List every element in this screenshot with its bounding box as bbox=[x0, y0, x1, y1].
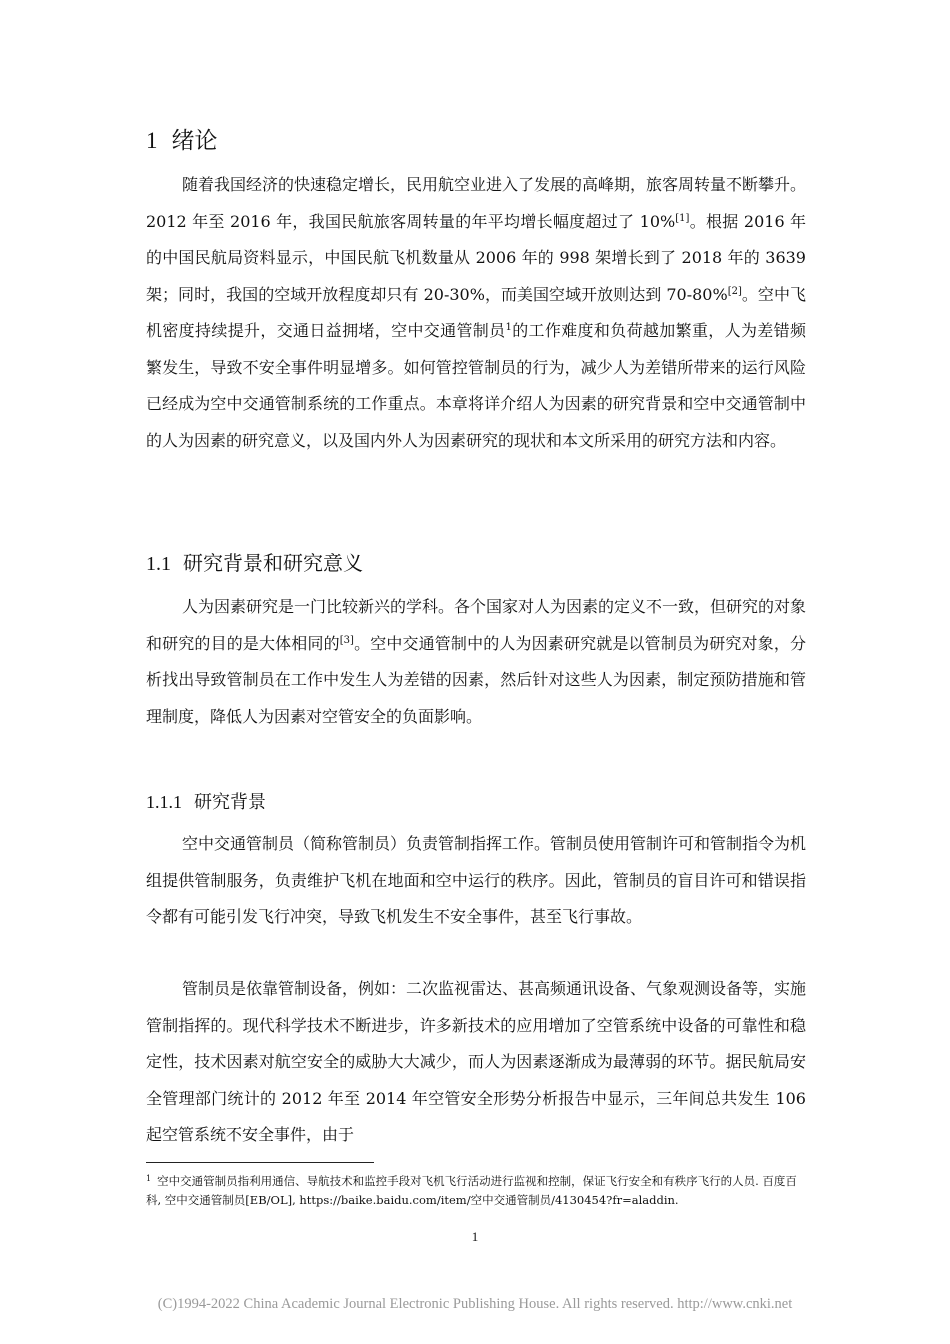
section-1-1-text-2: 。空中交通管制中的人为因素研究就是以管制员为研究对象，分析找出导致管制员在工作中发生人为差错的因素，然后针对这些人为因素，制定预防措施和管理制度，降低人为因素对空管安全的负面影响。 bbox=[146, 633, 806, 726]
section-1-1-text-1: 人为因素研究是一门比较新兴的学科。各个国家对人为因素的定义不一致，但研究的对象和研究的目的是大体相同的 bbox=[146, 597, 807, 653]
intro-text-2: 。根据 2016 年的中国民航局资料显示，中国民航飞机数量从 2006 年的 998 架增长到了 2018 年的 3639 架；同时，我国的空域开放程度却只有 20-30%，而美国空域开放则达到 70-80% bbox=[146, 211, 806, 304]
subsection-title: 研究背景 bbox=[194, 792, 266, 813]
section-number: 1.1 bbox=[146, 553, 171, 575]
footnote-marker: 1 bbox=[505, 322, 512, 333]
chapter-title: 绪论 bbox=[171, 128, 218, 154]
subsection-number: 1.1.1 bbox=[146, 792, 182, 812]
section-1-1-paragraph bbox=[146, 589, 806, 735]
section-heading-1-1 bbox=[146, 546, 363, 581]
chapter-number: 1 bbox=[146, 128, 158, 153]
footnote-number: 1 bbox=[146, 1174, 152, 1183]
intro-text-3: 。空中飞机密度持续提升，交通日益拥堵，空中交通管制员 bbox=[146, 284, 806, 340]
citation-2: [2] bbox=[727, 285, 742, 297]
chapter-heading bbox=[146, 124, 218, 158]
section-heading-1-1-1 bbox=[146, 786, 266, 819]
intro-paragraph bbox=[146, 167, 806, 459]
footnote-text: 空中交通管制员指利用通信、导航技术和监控手段对飞机飞行活动进行监视和控制，保证飞行安全和有秩序飞行的人员. 百度百科, 空中交通管制员[EB/OL], https://baike.baidu.com/item/空中交通管制员/4130454?fr=aladdin. bbox=[146, 1174, 797, 1207]
page-number: 1 bbox=[471, 1229, 479, 1244]
citation-3: [3] bbox=[339, 634, 354, 646]
footnote-divider bbox=[146, 1162, 374, 1163]
citation-1: [1] bbox=[675, 212, 690, 224]
intro-text-4: 的工作难度和负荷越加繁重，人为差错频繁发生，导致不安全事件明显增多。如何管控管制员的行为，减少人为差错所带来的运行风险已经成为空中交通管制系统的工作重点。本章将详介绍人为因素的研究背景和空中交通管制中的人为因素的研究意义，以及国内外人为因素研究的现状和本文所采用的研究方法和内容。 bbox=[146, 321, 806, 450]
section-title: 研究背景和研究意义 bbox=[183, 551, 363, 575]
footnote bbox=[146, 1172, 806, 1210]
background-paragraph-2: 管制员是依靠管制设备，例如：二次监视雷达、甚高频通讯设备、气象观测设备等，实施管制指挥的。现代科学技术不断进步，许多新技术的应用增加了空管系统中设备的可靠性和稳定性，技术因素对航空安全的威胁大大减少，而人为因素逐渐成为最薄弱的环节。据民航局安全管理部门统计的 2012 年至 2014 年空管安全形势分析报告中显示，三年间总共发生 106 起空管系统不安全事件，由于 bbox=[146, 979, 807, 1144]
background-paragraph-1: 空中交通管制员（简称管制员）负责管制指挥工作。管制员使用管制许可和管制指令为机组提供管制服务，负责维护飞机在地面和空中运行的秩序。因此，管制员的盲目许可和错误指令都有可能引发飞行冲突，导致飞机发生不安全事件，甚至飞行事故。 bbox=[146, 834, 807, 926]
intro-text-1: 随着我国经济的快速稳定增长，民用航空业进入了发展的高峰期，旅客周转量不断攀升。2012 年至 2016 年，我国民航旅客周转量的年平均增长幅度超过了 10% bbox=[146, 175, 807, 231]
copyright-watermark: (C)1994-2022 China Academic Journal Electronic Publishing House. All rights reserved. http://www.cnki.net bbox=[157, 1296, 793, 1312]
